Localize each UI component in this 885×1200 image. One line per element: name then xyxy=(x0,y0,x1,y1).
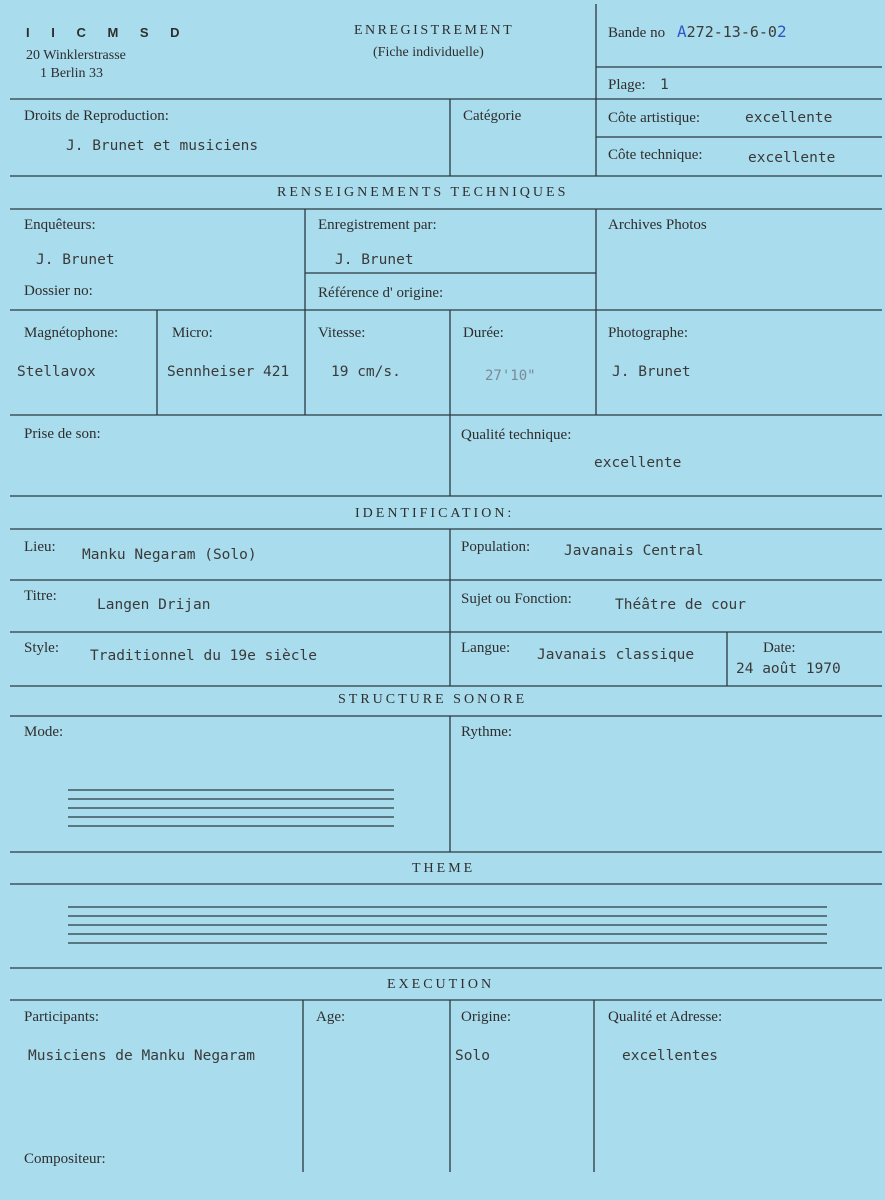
form-subtitle: (Fiche individuelle) xyxy=(373,45,484,60)
plage-label: Plage: xyxy=(608,77,646,93)
micro-label: Micro: xyxy=(172,325,213,341)
mode-label: Mode: xyxy=(24,724,64,740)
origine-label: Origine: xyxy=(461,1009,511,1025)
rythme-label: Rythme: xyxy=(461,724,513,740)
photographe-value: J. Brunet xyxy=(612,364,691,380)
lieu-label: Lieu: xyxy=(24,539,56,555)
cote-artistique-label: Côte artistique: xyxy=(608,110,701,126)
compositeur-label: Compositeur: xyxy=(24,1151,106,1167)
age-label: Age: xyxy=(316,1009,346,1025)
participants-label: Participants: xyxy=(24,1009,99,1025)
bande-label: Bande no xyxy=(608,25,666,41)
prise-de-son-label: Prise de son: xyxy=(24,426,101,442)
archives-photos-label: Archives Photos xyxy=(608,217,707,233)
duree-label: Durée: xyxy=(463,325,504,341)
reference-origine-label: Référence d' origine: xyxy=(318,285,444,301)
date-label: Date: xyxy=(763,640,796,656)
section-theme: THEME xyxy=(412,861,476,876)
bande-number xyxy=(677,24,787,40)
qualite-technique-label: Qualité technique: xyxy=(461,427,572,443)
droits-label: Droits de Reproduction: xyxy=(24,108,169,124)
dossier-label: Dossier no: xyxy=(24,283,93,299)
population-label: Population: xyxy=(461,539,531,555)
vitesse-value: 19 cm/s. xyxy=(331,364,401,380)
titre-label: Titre: xyxy=(24,588,57,604)
bande-prefix: A xyxy=(677,22,687,41)
org-logo: I I C M S D xyxy=(26,25,189,40)
form-title: ENREGISTREMENT xyxy=(354,23,515,38)
origine-value: Solo xyxy=(455,1048,490,1064)
magnetophone-value: Stellavox xyxy=(17,364,96,380)
lieu-value: Manku Negaram (Solo) xyxy=(82,547,257,563)
section-renseignements-techniques: RENSEIGNEMENTS TECHNIQUES xyxy=(277,185,569,200)
qualite-adresse-label: Qualité et Adresse: xyxy=(608,1009,723,1025)
qualite-adresse-value: excellentes xyxy=(622,1048,719,1064)
droits-value: J. Brunet et musiciens xyxy=(66,138,259,154)
enqueteurs-value: J. Brunet xyxy=(36,252,115,268)
section-structure-sonore: STRUCTURE SONORE xyxy=(338,692,528,707)
date-value: 24 août 1970 xyxy=(736,661,841,677)
section-identification: IDENTIFICATION: xyxy=(355,506,515,521)
org-address-line1: 20 Winklerstrasse xyxy=(26,48,126,63)
vitesse-label: Vitesse: xyxy=(318,325,366,341)
participants-value: Musiciens de Manku Negaram xyxy=(28,1048,255,1064)
bande-suffix: 2 xyxy=(776,22,787,41)
sujet-fonction-value: Théâtre de cour xyxy=(615,597,746,613)
sujet-fonction-label: Sujet ou Fonction: xyxy=(461,591,572,607)
plage-value: 1 xyxy=(660,77,669,93)
photographe-label: Photographe: xyxy=(608,325,688,341)
enregistrement-par-label: Enregistrement par: xyxy=(318,217,437,233)
style-value: Traditionnel du 19e siècle xyxy=(90,648,317,664)
cote-technique-label: Côte technique: xyxy=(608,147,703,163)
langue-label: Langue: xyxy=(461,640,511,656)
titre-value: Langen Drijan xyxy=(97,597,211,613)
enqueteurs-label: Enquêteurs: xyxy=(24,217,96,233)
micro-value: Sennheiser 421 xyxy=(167,364,290,380)
cote-technique-value: excellente xyxy=(748,150,836,166)
magnetophone-label: Magnétophone: xyxy=(24,325,119,341)
enregistrement-par-value: J. Brunet xyxy=(335,252,414,268)
duree-value: 27'10" xyxy=(485,368,536,384)
langue-value: Javanais classique xyxy=(537,647,695,663)
section-execution: EXECUTION xyxy=(387,977,495,992)
qualite-technique-value: excellente xyxy=(594,455,682,471)
categorie-label: Catégorie xyxy=(463,108,522,124)
style-label: Style: xyxy=(24,640,60,656)
population-value: Javanais Central xyxy=(564,543,704,559)
bande-value: 272-13-6-0 xyxy=(686,23,777,41)
cote-artistique-value: excellente xyxy=(745,110,833,126)
org-address-line2: 1 Berlin 33 xyxy=(40,66,103,81)
